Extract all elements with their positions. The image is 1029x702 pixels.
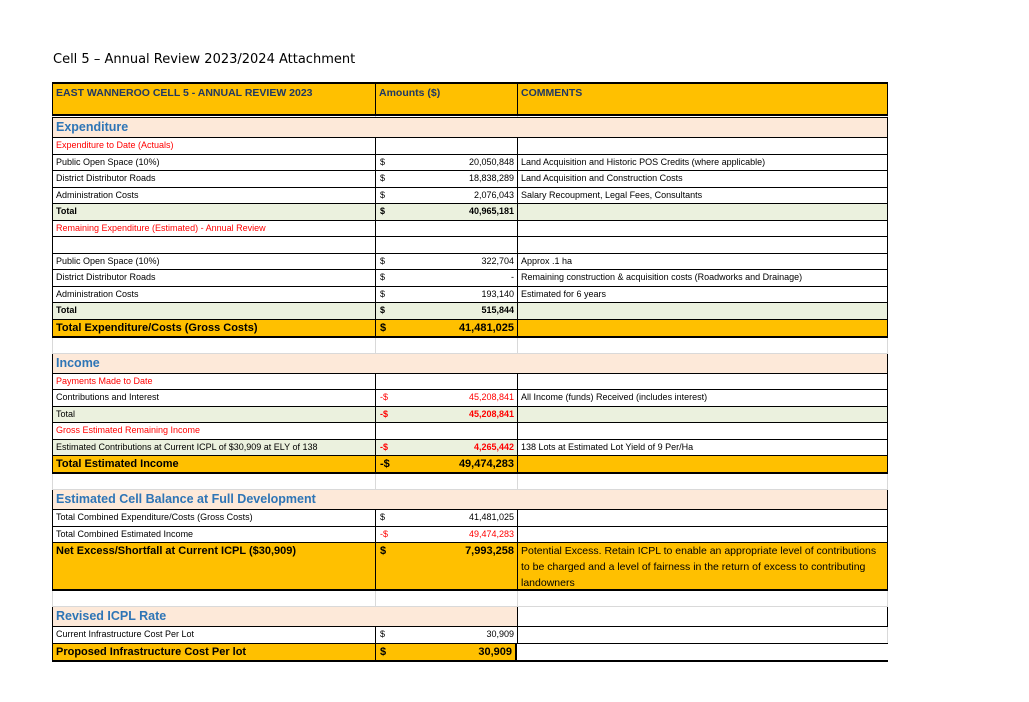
row-comment: All Income (funds) Received (includes interest) <box>517 390 888 406</box>
row-label: Administration Costs <box>52 287 375 303</box>
amount-value: 2,076,043 <box>473 189 514 200</box>
section-title: Income <box>52 354 888 373</box>
net-balance-row <box>52 543 888 591</box>
total-amount: 515,844 <box>481 305 514 315</box>
row-label: Administration Costs <box>52 188 375 204</box>
page-title: Cell 5 – Annual Review 2023/2024 Attachment <box>53 52 356 67</box>
subheading: Remaining Expenditure (Estimated) - Annual Review <box>52 221 375 237</box>
subheading-row <box>52 221 888 238</box>
currency-symbol: $ <box>380 321 387 334</box>
table-row <box>52 527 888 544</box>
total-amount: 40,965,181 <box>468 206 514 216</box>
header-description: EAST WANNEROO CELL 5 - ANNUAL REVIEW 2023 <box>52 84 375 114</box>
grand-total-label: Proposed Infrastructure Cost Per lot <box>52 644 375 660</box>
section-balance <box>52 490 888 510</box>
total-row <box>52 204 888 221</box>
row-label: Current Infrastructure Cost Per Lot <box>52 627 375 643</box>
amount-value: 45,208,841 <box>468 392 514 402</box>
amount-value: 20,050,848 <box>468 156 514 167</box>
section-title: Revised ICPL Rate <box>52 607 517 626</box>
currency-symbol: -$ <box>380 528 389 539</box>
table-row <box>52 270 888 287</box>
table-row <box>52 440 888 457</box>
amount-value: 18,838,289 <box>468 173 514 183</box>
table-row <box>52 254 888 271</box>
currency-symbol: -$ <box>380 441 389 452</box>
section-income <box>52 354 888 374</box>
table-row <box>52 287 888 304</box>
currency-symbol: $ <box>380 545 387 557</box>
total-label: Total <box>52 303 375 319</box>
row-label: Public Open Space (10%) <box>52 155 375 171</box>
subheading-row <box>52 423 888 440</box>
total-amount: 45,208,841 <box>468 408 514 419</box>
grand-total-label: Total Expenditure/Costs (Gross Costs) <box>52 320 375 336</box>
row-label: Estimated Contributions at Current ICPL of $30,909 at ELY of 138 <box>52 440 375 456</box>
currency-symbol: $ <box>380 255 386 266</box>
currency-symbol: $ <box>380 288 386 299</box>
table-row <box>52 155 888 172</box>
row-label: Total Combined Expenditure/Costs (Gross Costs) <box>52 510 375 526</box>
table-row <box>52 627 888 644</box>
row-comment: Remaining construction & acquisition costs (Roadworks and Drainage) <box>517 270 888 286</box>
row-label: District Distributor Roads <box>52 171 375 187</box>
table-row <box>52 171 888 188</box>
row-label: District Distributor Roads <box>52 270 375 286</box>
row-comment: Approx .1 ha <box>517 254 888 270</box>
currency-symbol: -$ <box>380 392 389 402</box>
currency-symbol: $ <box>380 173 386 183</box>
currency-symbol: $ <box>380 305 386 315</box>
row-comment: Salary Recoupment, Legal Fees, Consultants <box>517 188 888 204</box>
subheading-row <box>52 374 888 391</box>
grand-total-row <box>52 456 888 474</box>
currency-symbol: $ <box>380 189 386 200</box>
currency-symbol: $ <box>380 272 386 282</box>
row-comment: Land Acquisition and Construction Costs <box>517 171 888 187</box>
spacer-row <box>52 474 888 490</box>
section-expenditure <box>52 118 888 138</box>
amount-value: 193,140 <box>481 288 514 299</box>
section-icpl <box>52 607 888 627</box>
amount-value: 30,909 <box>486 629 514 639</box>
header-amounts: Amounts ($) <box>375 84 517 114</box>
amount-value: 49,474,283 <box>468 528 514 539</box>
total-label: Total <box>52 407 375 423</box>
amount-value: 41,481,025 <box>468 512 514 522</box>
grand-total-amount: 41,481,025 <box>458 321 514 334</box>
net-label: Net Excess/Shortfall at Current ICPL ($30,909) <box>52 543 375 589</box>
currency-symbol: $ <box>380 645 387 658</box>
header-comments: COMMENTS <box>517 84 888 114</box>
total-label: Total <box>52 204 375 220</box>
currency-symbol: $ <box>380 206 386 216</box>
section-title: Expenditure <box>52 118 888 137</box>
row-label: Total Combined Estimated Income <box>52 527 375 543</box>
currency-symbol: -$ <box>380 458 390 470</box>
net-amount: 7,993,258 <box>465 545 514 557</box>
amount-value: - <box>511 272 514 282</box>
empty-row <box>52 237 888 254</box>
grand-total-amount: 49,474,283 <box>458 458 514 470</box>
currency-symbol: -$ <box>380 408 389 419</box>
amount-value: 322,704 <box>481 255 514 266</box>
row-label: Contributions and Interest <box>52 390 375 406</box>
subheading-row <box>52 138 888 155</box>
grand-total-label: Total Estimated Income <box>52 456 375 472</box>
grand-total-row <box>52 320 888 338</box>
row-comment: Land Acquisition and Historic POS Credits (where applicable) <box>517 155 888 171</box>
grand-total-row <box>52 644 888 662</box>
net-comment: Potential Excess. Retain ICPL to enable an appropriate level of contributions to be charged and a level of fairness in the return of excess to contributing landowners <box>517 543 888 589</box>
currency-symbol: $ <box>380 156 386 167</box>
subheading: Gross Estimated Remaining Income <box>52 423 375 439</box>
spacer-row <box>52 591 888 607</box>
table-row <box>52 390 888 407</box>
section-title: Estimated Cell Balance at Full Development <box>52 490 888 509</box>
grand-total-amount: 30,909 <box>478 645 512 658</box>
table-header-row <box>52 82 888 116</box>
review-table <box>52 82 888 662</box>
total-row <box>52 407 888 424</box>
amount-value: 4,265,442 <box>473 441 514 452</box>
row-label: Public Open Space (10%) <box>52 254 375 270</box>
currency-symbol: $ <box>380 629 386 639</box>
table-row <box>52 510 888 527</box>
subheading: Payments Made to Date <box>52 374 375 390</box>
currency-symbol: $ <box>380 512 386 522</box>
row-comment: 138 Lots at Estimated Lot Yield of 9 Per/Ha <box>517 440 888 456</box>
subheading: Expenditure to Date (Actuals) <box>52 138 375 154</box>
total-row <box>52 303 888 320</box>
spacer-row <box>52 338 888 354</box>
table-row <box>52 188 888 205</box>
row-comment: Estimated for 6 years <box>517 287 888 303</box>
